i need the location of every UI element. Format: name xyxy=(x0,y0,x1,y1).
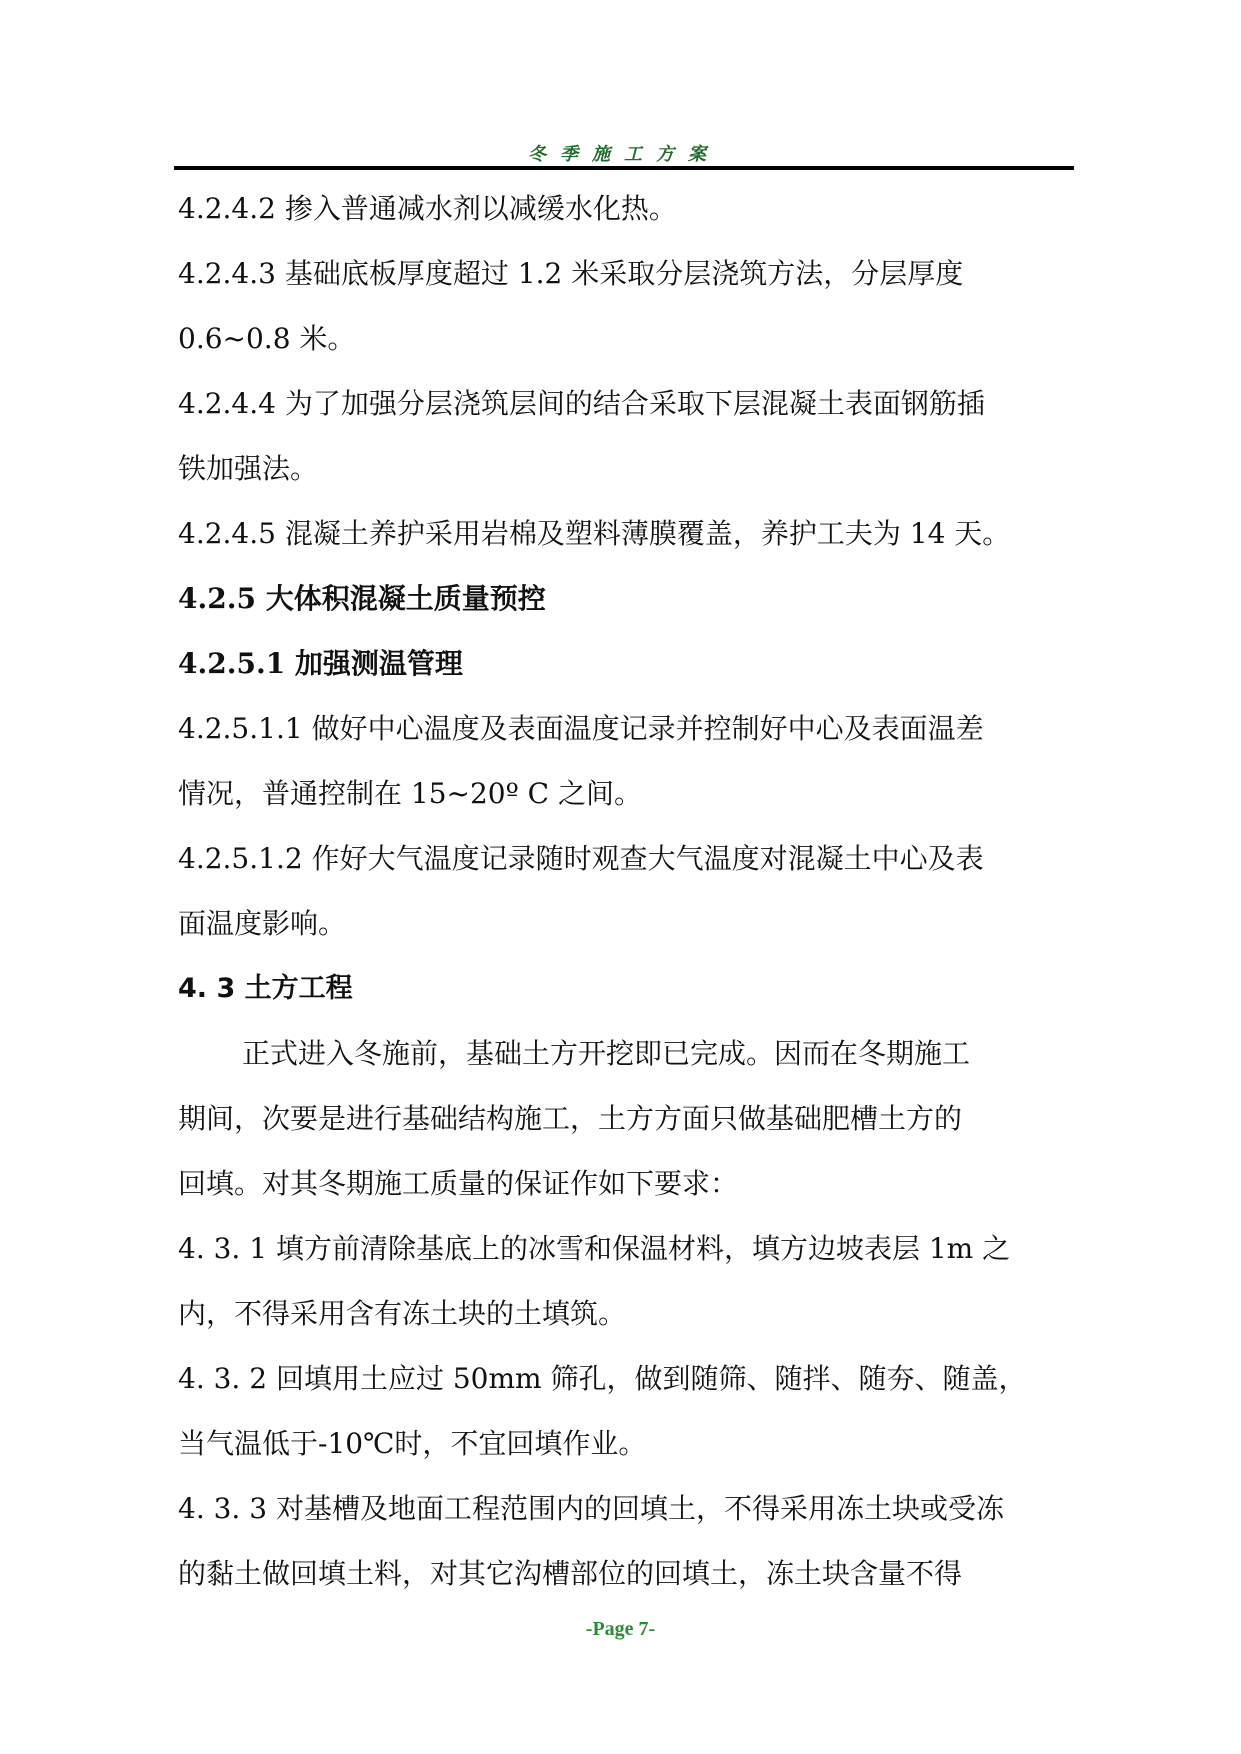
paragraph-4-3-3: 4. 3. 3 对基槽及地面工程范围内的回填土，不得采用冻土块或受冻 xyxy=(178,1492,1004,1525)
paragraph-4-3-2-cont: 当气温低于-10℃时，不宜回填作业。 xyxy=(178,1427,647,1460)
paragraph-4-2-4-3: 4.2.4.3 基础底板厚度超过 1.2 米采取分层浇筑方法，分层厚度 xyxy=(178,257,964,290)
section-heading-4-2-5: 4.2.5 大体积混凝土质量预控 xyxy=(178,582,546,615)
paragraph-4-2-4-5: 4.2.4.5 混凝土养护采用岩棉及塑料薄膜覆盖，养护工夫为 14 天。 xyxy=(178,517,1011,550)
paragraph-4-2-4-2: 4.2.4.2 掺入普通减水剂以减缓水化热。 xyxy=(178,192,677,225)
page-header-title: 冬季施工方案 xyxy=(528,144,720,165)
paragraph-4-3-1-cont: 内，不得采用含有冻土块的土填筑。 xyxy=(178,1297,627,1330)
section-heading-4-3: 4. 3 土方工程 xyxy=(178,973,353,1004)
page-number: -Page 7- xyxy=(585,1618,656,1640)
paragraph-intro-cont-1: 期间，次要是进行基础结构施工，土方方面只做基础肥槽土方的 xyxy=(178,1102,963,1135)
paragraph-4-2-5-1-1-cont: 情况，普通控制在 15~20º C 之间。 xyxy=(178,777,643,810)
paragraph-intro: 正式进入冬施前，基础土方开挖即已完成。因而在冬期施工 xyxy=(242,1037,971,1070)
paragraph-4-2-4-4: 4.2.4.4 为了加强分层浇筑层间的结合采取下层混凝土表面钢筋插 xyxy=(178,387,985,420)
header-divider xyxy=(174,166,1074,170)
paragraph-4-3-1: 4. 3. 1 填方前清除基底上的冰雪和保温材料，填方边坡表层 1m 之 xyxy=(178,1232,1011,1265)
paragraph-4-2-4-3-cont: 0.6~0.8 米。 xyxy=(178,322,356,355)
paragraph-intro-cont-2: 回填。对其冬期施工质量的保证作如下要求： xyxy=(178,1167,739,1200)
document-body xyxy=(178,176,1068,1606)
paragraph-4-2-5-1-2-cont: 面温度影响。 xyxy=(178,907,347,940)
section-heading-4-2-5-1: 4.2.5.1 加强测温管理 xyxy=(178,647,463,680)
paragraph-4-2-5-1-1: 4.2.5.1.1 做好中心温度及表面温度记录并控制好中心及表面温差 xyxy=(178,712,984,745)
paragraph-4-3-2: 4. 3. 2 回填用土应过 50mm 筛孔，做到随筛、随拌、随夯、随盖， xyxy=(178,1362,1027,1395)
paragraph-4-2-5-1-2: 4.2.5.1.2 作好大气温度记录随时观查大气温度对混凝土中心及表 xyxy=(178,842,984,875)
paragraph-4-2-4-4-cont: 铁加强法。 xyxy=(178,452,319,485)
paragraph-4-3-3-cont: 的黏土做回填土料，对其它沟槽部位的回填土，冻土块含量不得 xyxy=(178,1557,963,1590)
